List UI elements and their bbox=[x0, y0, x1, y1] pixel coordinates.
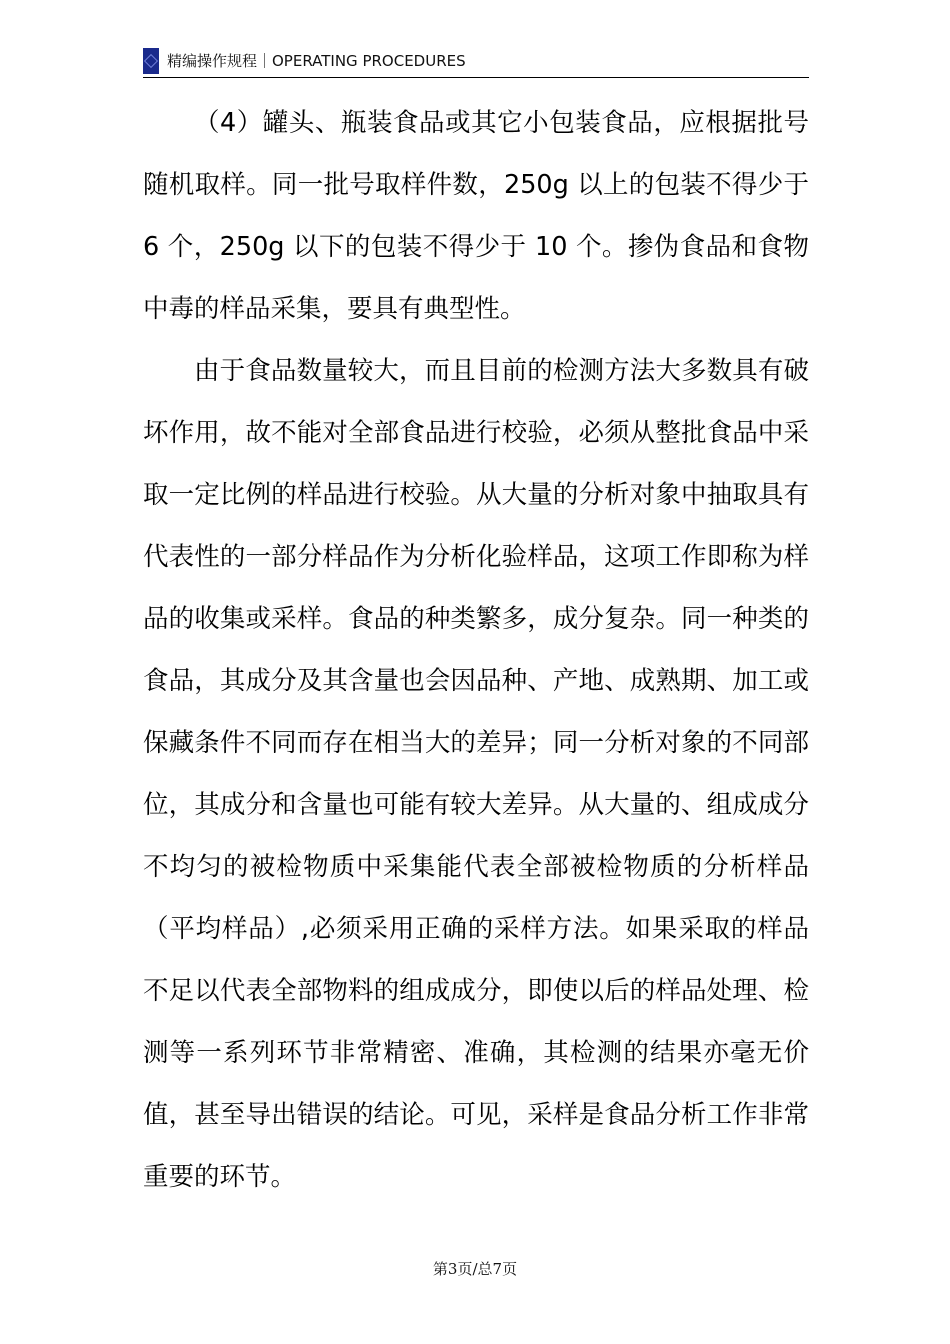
header-title: 精编操作规程｜OPERATING PROCEDURES bbox=[167, 52, 466, 70]
paragraph-sampling-importance: 由于食品数量较大，而且目前的检测方法大多数具有破坏作用，故不能对全部食品进行校验，必须从整批食品中采取一定比例的样品进行校验。从大量的分析对象中抽取具有代表性的一部分样品作为分析化验样品，这项工作即称为样品的收集或采样。食品的种类繁多，成分复杂。同一种类的食品，其成分及其含量也会因品种、产地、成熟期、加工或保藏条件不同而存在相当大的差异；同一分析对象的不同部位，其成分和含量也可能有较大差异。从大量的、组成成分不均匀的被检物质中采集能代表全部被检物质的分析样品（平均样品）,必须采用正确的采样方法。如果采取的样品不足以代表全部物料的组成成分，即使以后的样品处理、检测等一系列环节非常精密、准确，其检测的结果亦毫无价值，甚至导出错误的结论。可见，采样是食品分析工作非常重要的环节。 bbox=[143, 356, 809, 1192]
brand-logo-icon bbox=[143, 48, 159, 74]
page-header bbox=[143, 46, 809, 78]
document-body bbox=[143, 92, 809, 1208]
page-number: 第3页/总7页 bbox=[432, 1260, 518, 1278]
paragraph-sampling-packaged-food: （4）罐头、瓶装食品或其它小包装食品，应根据批号随机取样。同一批号取样件数，250g 以上的包装不得少于 6 个，250g 以下的包装不得少于 10 个。掺伪食品和食物中毒的样品采集，要具有典型性。 bbox=[143, 108, 809, 324]
